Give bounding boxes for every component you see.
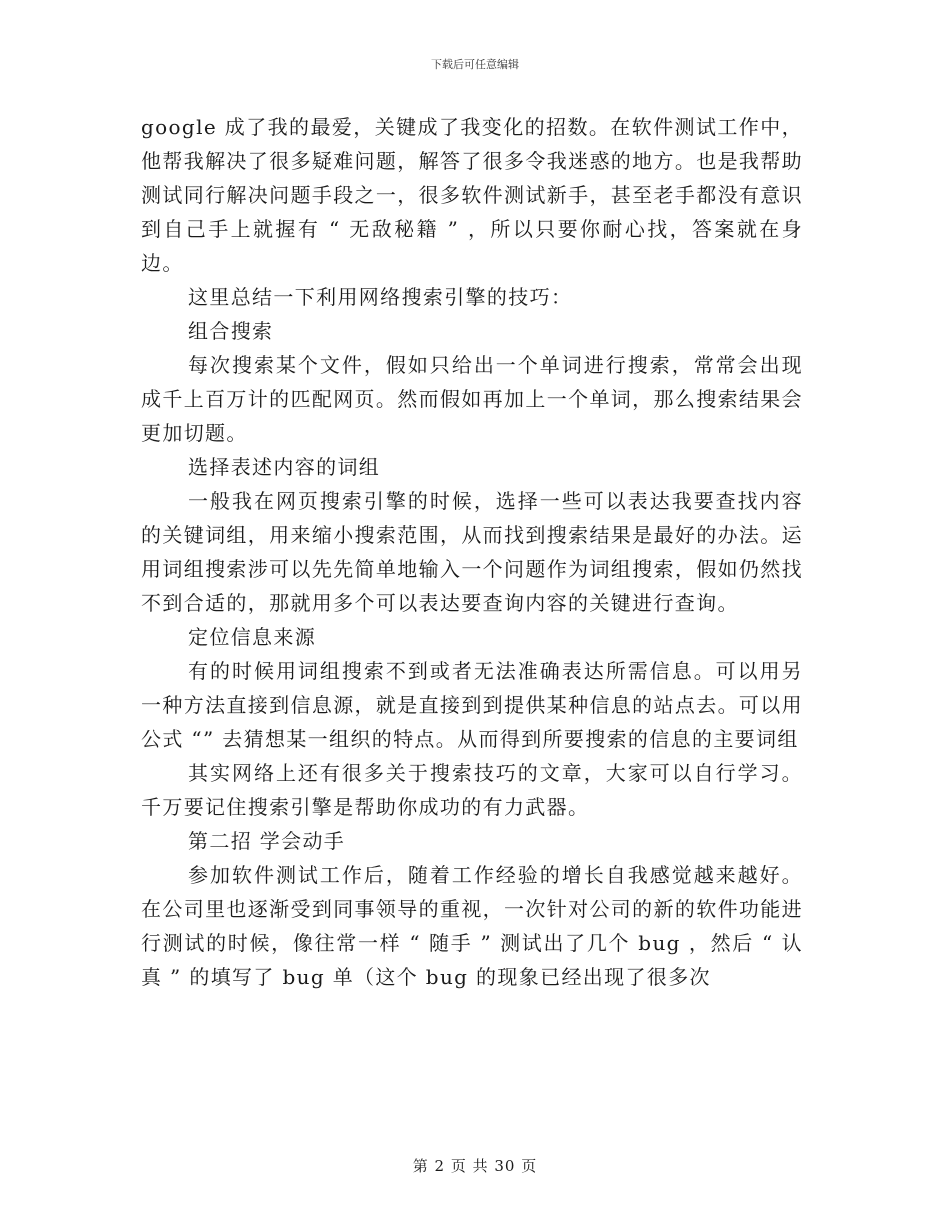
page-number: 第 2 页 共 30 页	[412, 1157, 538, 1175]
heading-second-trick: 第二招 学会动手	[188, 829, 346, 853]
paragraph-second-trick: 参加软件测试工作后，随着工作经验的增长自我感觉越来越好。在公司里也逐渐受到同事领导的重视，一次针对公司的新的软件功能进行测试的时候，像往常一样 “ 随手 ” 测试出了几个 bug ，然后 “ 认真 ” 的填写了 bug 单（这个 bug 的现象已经出现了很多次	[141, 863, 803, 989]
heading-locate-source: 定位信息来源	[188, 625, 317, 649]
paragraph-summary: 其实网络上还有很多关于搜索技巧的文章，大家可以自行学习。千万要记住搜索引擎是帮助你成功的有力武器。	[141, 761, 803, 819]
paragraph-locate-source: 有的时候用词组搜索不到或者无法准确表达所需信息。可以用另一种方法直接到信息源，就是直接到到提供某种信息的站点去。可以用公式 “” 去猜想某一组织的特点。从而得到所要搜索的信息的主要词组	[141, 659, 803, 751]
paragraph-intro: google 成了我的最爱，关键成了我变化的招数。在软件测试工作中，他帮我解决了很多疑难问题，解答了很多令我迷惑的地方。也是我帮助测试同行解决问题手段之一，很多软件测试新手，甚至老手都没有意识到自己手上就握有 “ 无敌秘籍 ” ，所以只要你耐心找，答案就在身边。	[141, 115, 803, 275]
paragraph-phrase-selection: 一般我在网页搜索引擎的时候，选择一些可以表达我要查找内容的关键词组，用来缩小搜索范围，从而找到搜索结果是最好的办法。运用词组搜索涉可以先先简单地输入一个问题作为词组搜索，假如仍然找不到合适的，那就用多个可以表达要查询内容的关键进行查询。	[141, 489, 803, 615]
heading-combined-search: 组合搜索	[188, 319, 274, 343]
document-body	[141, 110, 803, 994]
paragraph-tips-intro: 这里总结一下利用网络搜索引擎的技巧：	[188, 285, 573, 309]
heading-phrase-selection: 选择表述内容的词组	[188, 455, 381, 479]
paragraph-combined-search: 每次搜索某个文件，假如只给出一个单词进行搜索，常常会出现成千上百万计的匹配网页。然而假如再加上一个单词，那么搜索结果会更加切题。	[141, 353, 803, 445]
page-header: 下载后可任意编辑	[431, 58, 519, 71]
